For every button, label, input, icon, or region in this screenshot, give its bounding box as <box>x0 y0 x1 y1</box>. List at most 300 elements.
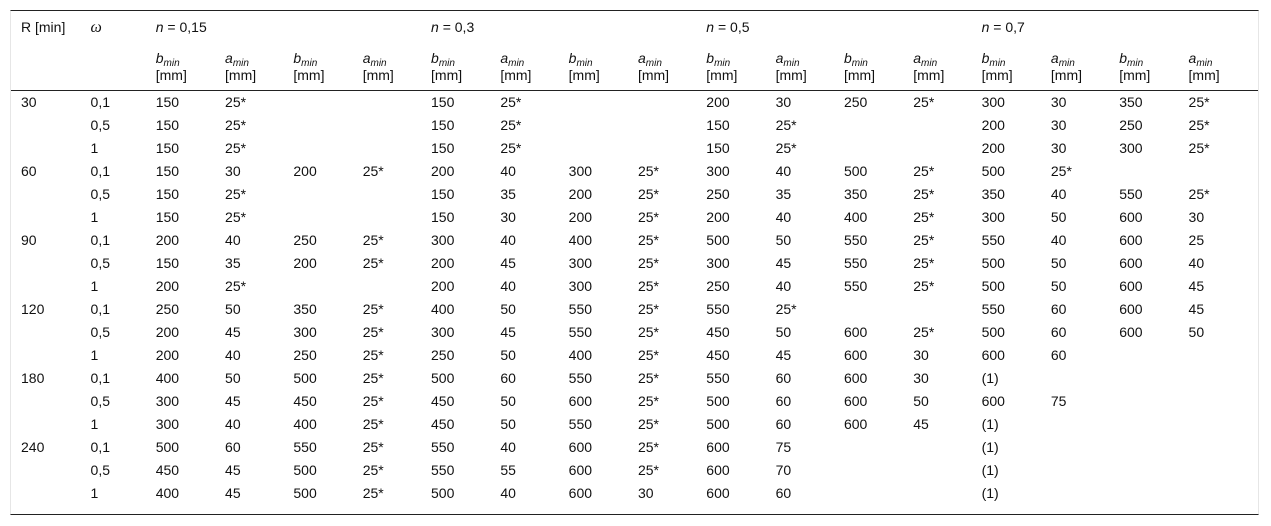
table-row <box>11 482 1258 505</box>
value-cell: 30 <box>1188 208 1205 225</box>
value-cell: 25* <box>637 415 659 432</box>
value-cell: 500 <box>431 369 455 386</box>
value-cell: 45 <box>913 415 929 432</box>
value-cell: 25* <box>362 323 384 340</box>
value-cell: 25* <box>362 231 384 248</box>
value-cell: 40 <box>225 346 241 363</box>
value-cell <box>913 137 981 160</box>
unit-var: b <box>706 50 715 66</box>
value-cell: 25* <box>500 90 568 114</box>
value-cell <box>913 482 981 505</box>
unit-var: b <box>568 50 577 66</box>
value-cell: 30 <box>913 346 929 363</box>
value-cell: 25* <box>1188 185 1210 202</box>
value-cell: 200 <box>431 162 455 179</box>
header-row-groups <box>11 11 1258 46</box>
value-cell: 400 <box>843 208 868 225</box>
unit-var: a <box>1050 50 1059 66</box>
value-cell <box>913 298 981 321</box>
omega-cell: 1 <box>90 415 99 432</box>
value-cell: 600 <box>843 346 868 363</box>
value-cell: 45 <box>1188 277 1205 294</box>
unit-label: [mm] <box>1119 67 1151 83</box>
value-cell: 50 <box>500 346 516 363</box>
value-cell: 200 <box>706 90 775 114</box>
value-cell: 550 <box>568 300 593 317</box>
header-row-units <box>11 46 1258 90</box>
unit-header-cell <box>982 46 1051 90</box>
value-cell: 250 <box>1119 116 1143 133</box>
value-cell: 70 <box>775 461 792 478</box>
unit-label: [mm] <box>500 67 532 83</box>
value-cell: 40 <box>1050 185 1067 202</box>
value-cell: 550 <box>568 323 593 340</box>
value-cell: 550 <box>293 438 317 455</box>
value-cell: 75 <box>1050 392 1067 409</box>
value-cell: 25* <box>637 300 659 317</box>
unit-subscript: min <box>989 58 1006 69</box>
unit-header-cell <box>1051 46 1119 90</box>
value-cell: 50 <box>225 300 241 317</box>
unit-label: [mm] <box>1188 67 1220 83</box>
value-cell <box>293 275 362 298</box>
value-cell: 50 <box>500 415 516 432</box>
unit-subscript: min <box>576 58 593 69</box>
omega-cell: 1 <box>90 139 99 156</box>
value-cell: 25* <box>637 392 659 409</box>
group-header-n05 <box>706 11 981 46</box>
value-cell: 150 <box>431 208 455 225</box>
value-cell: 25* <box>225 277 247 294</box>
value-cell: 550 <box>981 231 1005 248</box>
unit-header-cell <box>225 46 293 90</box>
table-frame <box>10 10 1259 515</box>
r-min-cell <box>11 321 91 344</box>
value-cell: 45 <box>225 323 241 340</box>
value-cell: 550 <box>568 415 593 432</box>
value-cell <box>913 114 981 137</box>
value-cell: 500 <box>981 277 1005 294</box>
value-cell: 60 <box>225 438 241 455</box>
value-cell <box>1119 160 1188 183</box>
value-cell: 40 <box>1188 254 1205 271</box>
value-cell: 200 <box>981 139 1005 156</box>
value-cell: 60 <box>775 369 792 386</box>
table-row <box>11 183 1258 206</box>
value-cell: 30 <box>1050 116 1067 133</box>
value-cell: 600 <box>568 461 593 478</box>
value-cell: 300 <box>431 231 455 248</box>
value-cell: 450 <box>431 392 455 409</box>
unit-var: a <box>500 50 509 66</box>
value-cell: 50 <box>1050 254 1067 271</box>
value-cell <box>844 114 913 137</box>
value-cell: 250 <box>155 300 180 317</box>
table-body <box>11 90 1258 505</box>
r-min-cell <box>11 482 91 505</box>
value-cell: 60 <box>775 415 792 432</box>
value-cell: 600 <box>1119 254 1143 271</box>
value-cell <box>1119 482 1188 505</box>
value-cell: 150 <box>155 254 180 271</box>
value-cell: 25* <box>225 185 247 202</box>
value-cell <box>638 90 706 114</box>
value-cell: 60 <box>1050 323 1067 340</box>
value-cell: 25* <box>362 300 384 317</box>
value-cell: 25* <box>775 139 797 156</box>
r-min-cell <box>11 252 91 275</box>
r-min-cell <box>11 275 91 298</box>
value-cell: (1) <box>981 461 999 478</box>
value-cell: 25* <box>225 90 293 114</box>
r-min-cell <box>11 137 91 160</box>
r-min-cell <box>11 183 91 206</box>
value-cell: 400 <box>293 415 317 432</box>
r-min-cell: 240 <box>21 438 45 455</box>
value-cell: 300 <box>568 277 593 294</box>
value-cell: 200 <box>155 323 180 340</box>
value-cell: 450 <box>706 323 730 340</box>
value-cell: 25* <box>1188 116 1210 133</box>
r-min-cell <box>11 390 91 413</box>
unit-subscript: min <box>370 58 387 69</box>
unit-label: [mm] <box>362 67 394 83</box>
unit-header-cell <box>913 46 981 90</box>
value-cell <box>1189 367 1258 390</box>
value-cell: 350 <box>293 300 317 317</box>
value-cell <box>363 206 431 229</box>
unit-subscript: min <box>232 58 249 69</box>
value-cell: 25* <box>225 208 247 225</box>
value-cell: 35 <box>500 185 516 202</box>
value-cell: 50 <box>1188 323 1205 340</box>
table-row <box>11 90 1258 114</box>
value-cell: 25* <box>637 461 659 478</box>
value-cell: 300 <box>155 392 180 409</box>
value-cell <box>1119 459 1188 482</box>
value-cell: 550 <box>706 300 730 317</box>
value-cell: 25* <box>637 231 659 248</box>
value-cell: 550 <box>843 277 868 294</box>
r-min-cell <box>11 114 91 137</box>
value-cell: 25* <box>225 139 247 156</box>
unit-header-cell <box>500 46 568 90</box>
value-cell <box>1189 436 1258 459</box>
unit-subscript: min <box>921 58 938 69</box>
value-cell: 45 <box>225 392 241 409</box>
value-cell: 550 <box>431 438 455 455</box>
table-row <box>11 321 1258 344</box>
value-cell <box>1189 413 1258 436</box>
unit-var: a <box>775 50 784 66</box>
value-cell <box>293 206 362 229</box>
value-cell: 550 <box>843 254 868 271</box>
value-cell: 25* <box>913 231 935 248</box>
unit-header-cell <box>1119 46 1188 90</box>
value-cell <box>844 298 913 321</box>
omega-cell: 0,1 <box>90 231 111 248</box>
unit-subscript: min <box>1127 58 1144 69</box>
value-cell: 55 <box>500 461 516 478</box>
unit-header-cell <box>293 46 362 90</box>
value-cell: 250 <box>293 346 317 363</box>
value-cell: 600 <box>706 438 730 455</box>
value-cell: 60 <box>1050 300 1067 317</box>
value-cell: 500 <box>155 438 180 455</box>
value-cell: 300 <box>981 208 1005 225</box>
value-cell: 600 <box>568 392 593 409</box>
value-cell: 150 <box>431 139 455 156</box>
value-cell: 25* <box>637 185 659 202</box>
value-cell <box>1189 160 1258 183</box>
value-cell: 500 <box>981 162 1005 179</box>
value-cell: 600 <box>843 415 868 432</box>
value-cell: 50 <box>500 392 516 409</box>
r-min-cell: 90 <box>21 231 37 248</box>
table-row <box>11 229 1258 252</box>
value-cell: 30 <box>913 369 929 386</box>
value-cell <box>569 137 638 160</box>
unit-label: [mm] <box>843 67 876 83</box>
unit-label: [mm] <box>225 67 257 83</box>
value-cell: 40 <box>500 484 516 501</box>
value-cell: 350 <box>981 185 1005 202</box>
value-cell: 450 <box>293 392 317 409</box>
value-cell: 35 <box>775 185 792 202</box>
unit-header-cell <box>156 46 225 90</box>
omega-cell: 1 <box>90 208 99 225</box>
omega-cell: 1 <box>90 346 99 363</box>
value-cell: 30 <box>1050 139 1067 156</box>
value-cell: 300 <box>568 162 593 179</box>
table-row <box>11 436 1258 459</box>
value-cell: 25* <box>500 139 522 156</box>
omega-cell: 1 <box>90 484 99 501</box>
value-cell <box>844 459 913 482</box>
value-cell: 25* <box>362 461 384 478</box>
value-cell: 550 <box>568 369 593 386</box>
value-cell: 600 <box>843 323 868 340</box>
omega-cell: 0,5 <box>90 392 111 409</box>
value-cell: (1) <box>981 369 999 386</box>
omega-cell: 0,5 <box>90 185 111 202</box>
unit-var: b <box>155 50 164 66</box>
unit-subscript: min <box>163 58 180 69</box>
unit-label: [mm] <box>155 67 187 83</box>
unit-var: a <box>362 50 371 66</box>
value-cell: 300 <box>982 90 1051 114</box>
value-cell: 200 <box>431 277 455 294</box>
value-cell: 25* <box>637 277 659 294</box>
value-cell <box>1119 344 1188 367</box>
value-cell <box>293 90 362 114</box>
r-min-cell: 30 <box>11 90 91 114</box>
value-cell: 45 <box>500 254 516 271</box>
value-cell: 450 <box>155 461 180 478</box>
value-cell: 300 <box>155 415 180 432</box>
group-var: n <box>155 19 164 35</box>
value-cell: 40 <box>500 277 516 294</box>
value-cell: (1) <box>981 415 999 432</box>
value-cell: 50 <box>1050 277 1067 294</box>
group-var: n <box>706 19 715 35</box>
value-cell: 400 <box>431 300 455 317</box>
value-cell: 50 <box>913 392 929 409</box>
value-cell: 25* <box>775 300 797 317</box>
value-cell <box>1119 413 1188 436</box>
unit-var: b <box>843 50 852 66</box>
unit-label: [mm] <box>568 67 600 83</box>
value-cell <box>913 459 981 482</box>
value-cell <box>569 114 638 137</box>
omega-symbol: ω <box>90 19 102 36</box>
value-cell <box>638 137 706 160</box>
value-cell: 25* <box>1188 139 1210 156</box>
value-cell: 40 <box>225 415 241 432</box>
r-min-cell: 120 <box>21 300 45 317</box>
value-cell: 400 <box>568 346 593 363</box>
value-cell: 25* <box>225 116 247 133</box>
value-cell: 25* <box>637 369 659 386</box>
value-cell <box>844 482 913 505</box>
unit-var: b <box>1119 50 1128 66</box>
value-cell: 150 <box>155 162 180 179</box>
value-cell: 60 <box>775 392 792 409</box>
group-value: = 0,3 <box>438 19 475 35</box>
table-row <box>11 160 1258 183</box>
value-cell: 550 <box>1119 185 1143 202</box>
value-cell: 500 <box>431 484 455 501</box>
value-cell: 45 <box>500 323 516 340</box>
value-cell <box>1051 367 1119 390</box>
value-cell: 45 <box>1188 300 1205 317</box>
unit-header-cell <box>1189 46 1258 90</box>
value-cell <box>844 436 913 459</box>
value-cell <box>363 183 431 206</box>
value-cell <box>1189 390 1258 413</box>
unit-label: [mm] <box>431 67 463 83</box>
unit-header-cell <box>638 46 706 90</box>
value-cell: 600 <box>568 484 593 501</box>
r-min-cell <box>11 413 91 436</box>
value-cell: 25* <box>362 484 384 501</box>
unit-header-cell <box>706 46 775 90</box>
value-cell: 600 <box>1119 231 1143 248</box>
value-cell: 600 <box>981 346 1005 363</box>
value-cell: 40 <box>775 277 792 294</box>
value-cell: 500 <box>293 484 317 501</box>
value-cell: 150 <box>155 139 180 156</box>
value-cell: 550 <box>706 369 730 386</box>
r-min-cell: 60 <box>21 162 37 179</box>
value-cell: (1) <box>981 484 999 501</box>
value-cell: 400 <box>155 484 180 501</box>
fire-resistance-table <box>11 11 1258 505</box>
value-cell: 30 <box>225 162 241 179</box>
value-cell: 25* <box>913 277 935 294</box>
omega-header <box>91 11 156 46</box>
value-cell: 450 <box>431 415 455 432</box>
value-cell: 50 <box>1050 208 1067 225</box>
value-cell: 600 <box>1119 208 1143 225</box>
value-cell: (1) <box>981 438 999 455</box>
value-cell: 60 <box>500 369 516 386</box>
value-cell: 300 <box>293 323 317 340</box>
empty-header-cell <box>11 46 91 90</box>
value-cell: 600 <box>1119 277 1143 294</box>
value-cell <box>1189 459 1258 482</box>
unit-label: [mm] <box>1050 67 1082 83</box>
value-cell <box>569 90 638 114</box>
value-cell: 500 <box>293 461 317 478</box>
value-cell: 25* <box>775 116 797 133</box>
value-cell <box>1051 459 1119 482</box>
r-min-cell <box>11 459 91 482</box>
r-min-cell <box>11 344 91 367</box>
value-cell: 150 <box>431 116 455 133</box>
value-cell: 25* <box>637 208 659 225</box>
value-cell: 45 <box>775 346 792 363</box>
value-cell: 350 <box>843 185 868 202</box>
value-cell: 500 <box>981 323 1005 340</box>
value-cell: 600 <box>843 392 868 409</box>
value-cell: 25* <box>637 254 659 271</box>
value-cell: 200 <box>293 162 317 179</box>
group-header-n03 <box>431 11 706 46</box>
value-cell <box>1051 413 1119 436</box>
value-cell: 40 <box>775 208 792 225</box>
value-cell: 40 <box>500 231 516 248</box>
value-cell: 250 <box>431 346 455 363</box>
value-cell: 200 <box>155 231 180 248</box>
unit-var: a <box>225 50 233 66</box>
value-cell: 25* <box>1189 90 1258 114</box>
unit-var: b <box>293 50 302 66</box>
unit-header-cell <box>363 46 431 90</box>
omega-cell: 0,1 <box>91 90 156 114</box>
unit-subscript: min <box>1058 58 1075 69</box>
value-cell: 600 <box>706 484 730 501</box>
value-cell: 25* <box>500 116 522 133</box>
value-cell: 50 <box>225 369 241 386</box>
value-cell: 60 <box>1050 346 1067 363</box>
value-cell <box>1119 367 1188 390</box>
value-cell: 200 <box>706 208 730 225</box>
group-value: = 0,7 <box>989 19 1025 35</box>
unit-var: b <box>431 50 439 66</box>
value-cell: 300 <box>706 254 730 271</box>
value-cell <box>363 275 431 298</box>
value-cell: 550 <box>981 300 1005 317</box>
value-cell: 25* <box>913 162 935 179</box>
r-min-header: R [min] <box>21 19 66 35</box>
group-var: n <box>431 19 439 35</box>
value-cell: 45 <box>775 254 792 271</box>
value-cell: 25* <box>913 254 935 271</box>
value-cell: 250 <box>844 90 913 114</box>
value-cell: 200 <box>155 346 180 363</box>
value-cell: 200 <box>155 277 180 294</box>
omega-cell: 0,1 <box>90 438 111 455</box>
value-cell: 200 <box>568 185 593 202</box>
value-cell: 150 <box>155 208 180 225</box>
value-cell: 50 <box>775 231 792 248</box>
unit-subscript: min <box>508 58 525 69</box>
value-cell: 40 <box>1050 231 1067 248</box>
value-cell: 500 <box>706 392 730 409</box>
value-cell: 25* <box>362 369 384 386</box>
value-cell: 400 <box>568 231 593 248</box>
